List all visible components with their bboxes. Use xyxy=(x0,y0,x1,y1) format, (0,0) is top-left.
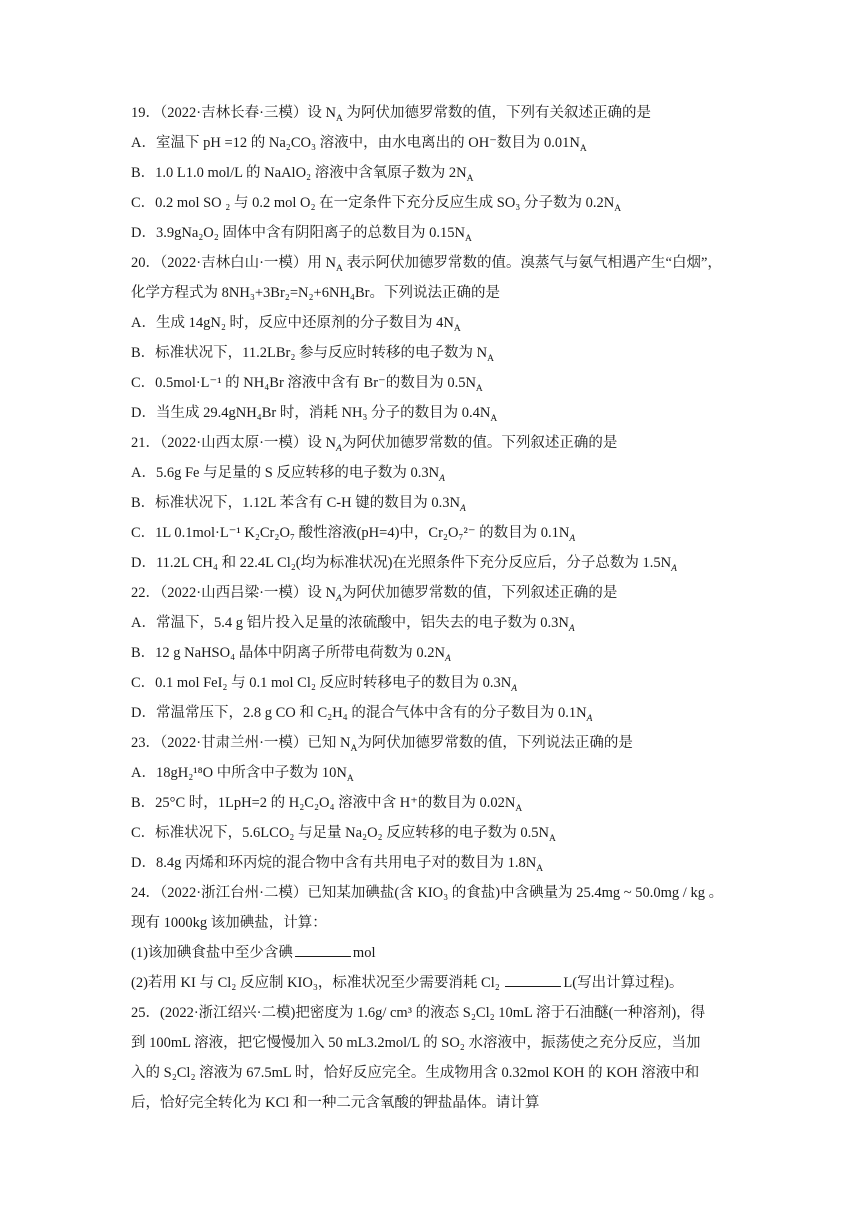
q20-option-a: A．生成 14gN₂ 时，反应中还原剂的分子数目为 $4N_A$ xyxy=(131,315,461,334)
question-22-stem: 22．（2022·山西吕梁·一模）设 $N_A$为阿伏加德罗常数的值，下列叙述正确的是 xyxy=(131,585,618,604)
q23-option-b: B．25°C 时，1LpH=2 的 H₂C₂O₄ 溶液中含 H⁺的数目为 $0.02N_A$ xyxy=(131,795,523,814)
question-23-stem: 23．（2022·甘肃兰州·一模）已知 $N_A$为阿伏加德罗常数的值，下列说法正确的是 xyxy=(131,735,633,754)
q23-option-c: C．标准状况下，5.6LCO₂ 与足量 Na₂O₂ 反应转移的电子数为 $0.5N_A$ xyxy=(131,825,556,844)
q22-option-c: C．0.1 mol FeI₂ 与 0.1 mol Cl₂ 反应时转移电子的数目为 $0.3N_A$ xyxy=(131,675,518,694)
q21-option-c: C．1L 0.1mol·L⁻¹ K₂Cr₂O₇ 酸性溶液(pH=4)中，Cr₂O₇²⁻ 的数目为 $0.1N_A$ xyxy=(131,525,576,544)
question-25-line-4: 后，恰好完全转化为 KCl 和一种二元含氧酸的钾盐晶体。请计算 xyxy=(131,1095,540,1111)
q19-option-a: A．室温下 pH =12 的 Na₂CO₃ 溶液中，由水电离出的 OH⁻数目为 $0.01N_A$ xyxy=(131,135,587,154)
question-24-stem: 24．（2022·浙江台州·二模）已知某加碘盐(含 KIO₃ 的食盐)中含碘量为 25.4mg ~ 50.0mg / kg 。 xyxy=(131,885,724,901)
question-25-line-2: 到 100mL 溶液，把它慢慢加入 50 mL3.2mol/L 的 SO₂ 水溶液中，振荡使之充分反应，当加 xyxy=(131,1035,701,1051)
question-20-equation: 化学方程式为 8NH₃+3Br₂=N₂+6NH₄Br。下列说法正确的是 xyxy=(131,285,500,301)
question-25-line-3: 入的 S₂Cl₂ 溶液为 67.5mL 时，恰好反应完全。生成物用含 0.32mol KOH 的 KOH 溶液中和 xyxy=(131,1065,700,1081)
question-24-intro: 现有 1000kg 该加碘盐，计算： xyxy=(131,915,327,931)
q21-option-b: B．标准状况下，1.12L 苯含有 C-H 键的数目为 $0.3N_A$ xyxy=(131,495,466,514)
q23-option-a: A．18gH₂¹⁸O 中所含中子数为 $10N_A$ xyxy=(131,765,354,784)
q21-option-a: A．5.6g Fe 与足量的 S 反应转移的电子数为 $0.3N_A$ xyxy=(131,465,445,484)
question-21-stem: 21．（2022·山西太原·一模）设 $N_A$为阿伏加德罗常数的值。下列叙述正确的是 xyxy=(131,435,618,454)
question-20-stem: 20．（2022·吉林白山·一模）用 $N_A$ 表示阿伏加德罗常数的值。溴蒸气与氨气相遇产生“白烟”， xyxy=(131,255,722,274)
q22-option-d: D．常温常压下，2.8 g CO 和 C₂H₄ 的混合气体中含有的分子数目为 $0.1N_A$ xyxy=(131,705,593,724)
q24-part-1: (1)该加碘食盐中至少含碘 mol xyxy=(131,945,376,961)
q22-option-a: A．常温下，5.4 g 铝片投入足量的浓硫酸中，铝失去的电子数为 $0.3N_A$ xyxy=(131,615,575,634)
q22-option-b: B．12 g NaHSO₄ 晶体中阴离子所带电荷数为 $0.2N_A$ xyxy=(131,645,451,664)
question-25-line-1: 25．(2022·浙江绍兴·二模)把密度为 1.6g/ cm³ 的液态 S₂Cl₂ 10mL 溶于石油醚(一种溶剂)，得 xyxy=(131,1005,706,1021)
q19-option-c: C．0.2 mol SO ₂ 与 0.2 mol O₂ 在一定条件下充分反应生成 SO₃ 分子数为 $0.2N_A$ xyxy=(131,195,622,214)
q20-option-c: C．0.5mol·L⁻¹ 的 NH₄Br 溶液中含有 Br⁻的数目为 $0.5N_A$ xyxy=(131,375,483,394)
answer-blank[interactable] xyxy=(505,974,561,987)
question-19-stem: 19．（2022·吉林长春·三模）设 $N_A$ 为阿伏加德罗常数的值，下列有关叙述正确的是 xyxy=(131,105,652,124)
q23-option-d: D．8.4g 丙烯和环丙烷的混合物中含有共用电子对的数目为 $1.8N_A$ xyxy=(131,855,544,874)
answer-blank[interactable] xyxy=(295,944,351,957)
q21-option-d: D．11.2L CH₄ 和 22.4L Cl₂(均为标准状况)在光照条件下充分反应后，分子总数为 $1.5N_A$ xyxy=(131,555,677,574)
q19-option-d: D．3.9gNa₂O₂ 固体中含有阴阳离子的总数目为 $0.15N_A$ xyxy=(131,225,472,244)
q19-option-b: B．1.0 L1.0 mol/L 的 NaAlO₂ 溶液中含氧原子数为 $2N_A$ xyxy=(131,165,474,184)
q20-option-d: D．当生成 29.4gNH₄Br 时，消耗 NH₃ 分子的数目为 $0.4N_A$ xyxy=(131,405,498,424)
q24-part-2: (2)若用 KI 与 Cl₂ 反应制 KIO₃，标准状况至少需要消耗 Cl₂ L(写出计算过程)。 xyxy=(131,975,684,991)
q20-option-b: B．标准状况下，11.2LBr₂ 参与反应时转移的电子数为 $N_A$ xyxy=(131,345,495,364)
